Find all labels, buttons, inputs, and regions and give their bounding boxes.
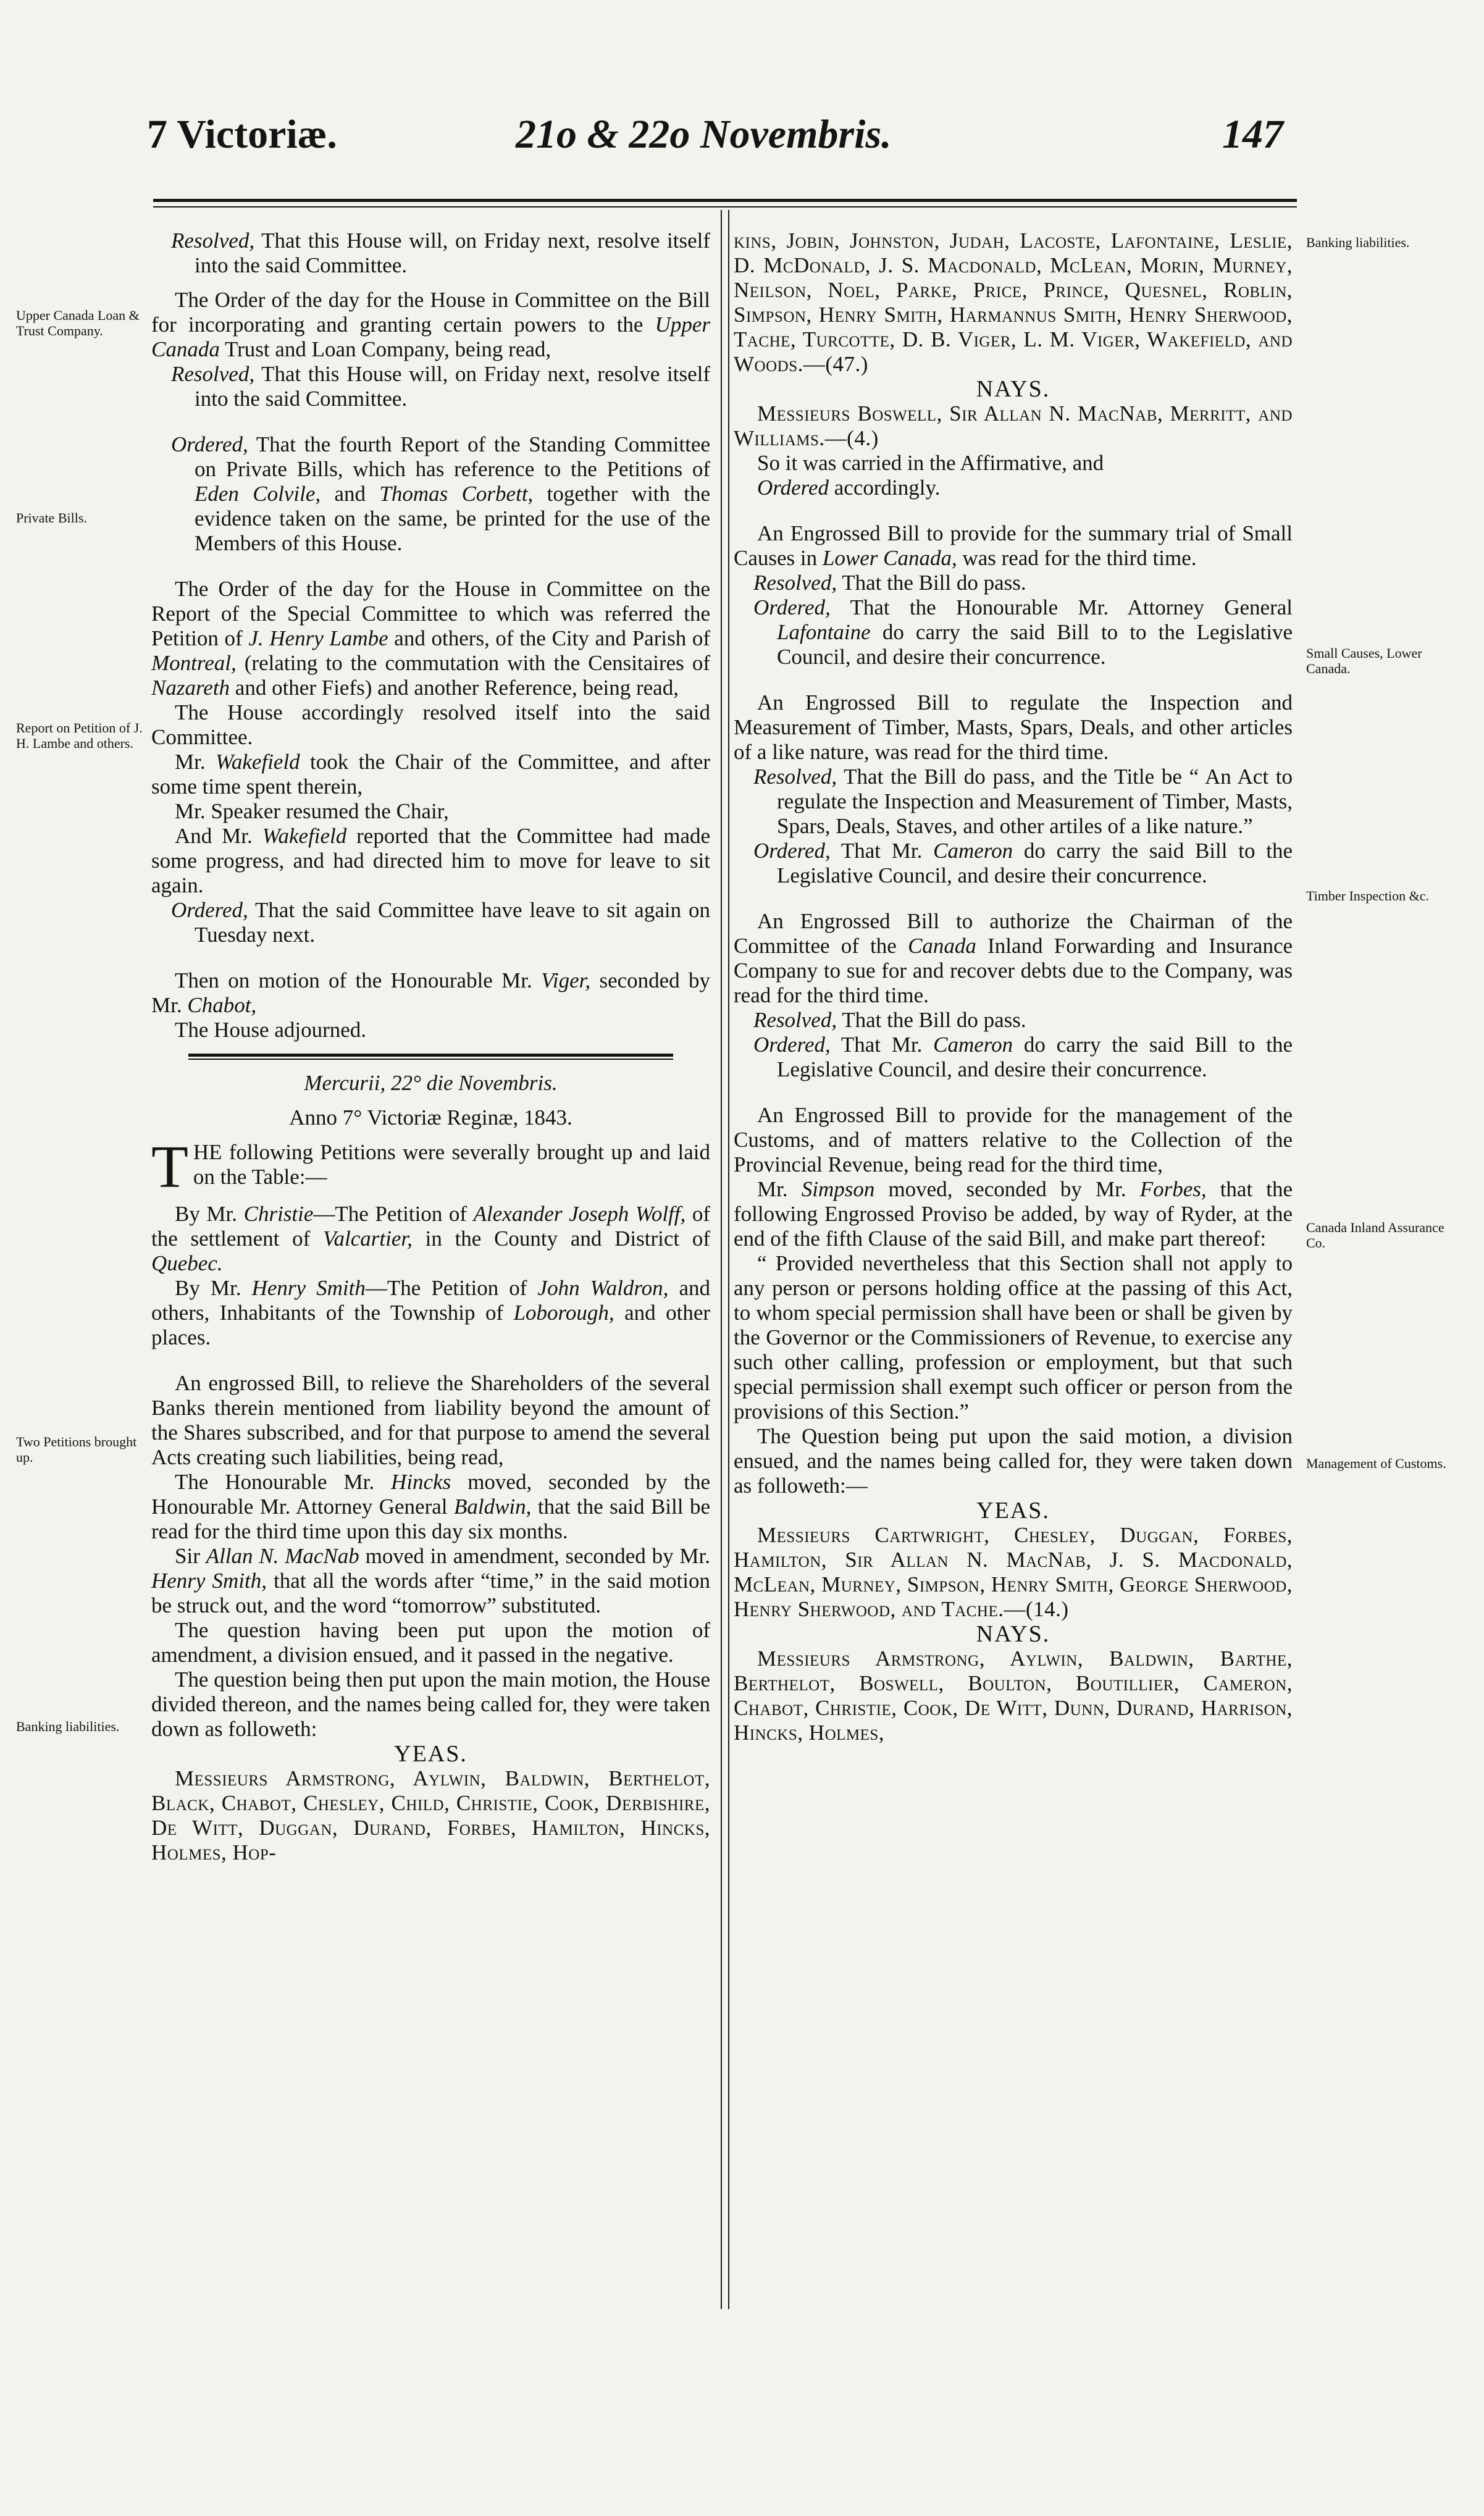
header-dates: 21o & 22o Novembris. (516, 112, 892, 157)
yeas-heading: YEAS. (394, 1741, 467, 1767)
column-divider-right (728, 210, 729, 2309)
yeas-names-continued: kins, Jobin, Johnston, Judah, Lacoste, Lafontaine, Leslie, D. McDonald, J. S. Macdonald, McLean, Morin, Murney, Neilson, Noel, Parke, Price, Prince, Quesnel, Roblin, Simpson, Henry Smith, Harmannus Smith, Henry Sherwood, Tache, Turcotte, D. B. Viger, L. M. Viger, Wakefield, and Woods.—(47.) (734, 229, 1293, 376)
nays2-heading: NAYS. (976, 1621, 1050, 1647)
order-sit-again: Ordered, That the said Committee have leave to sit again on Tuesday next. (171, 898, 710, 947)
small-causes-resolved: Resolved, That the Bill do pass. (753, 571, 1026, 595)
timber-bill: An Engrossed Bill to regulate the Inspection and Measurement of Timber, Masts, Spars, Deals, and other articles of a like nature, was read for the third time. (734, 690, 1293, 764)
nays-heading: NAYS. (976, 376, 1050, 402)
margin-note-banking-right: Banking liabilities. (1306, 235, 1410, 250)
canada-inland-bill: An Engrossed Bill to authorize the Chairman of the Committee of the Canada Inland Forwarding and Insurance Company to sue for and recover debts due to the Company, was read for the third time. (734, 909, 1293, 1007)
petition-christie: By Mr. Christie—The Petition of Alexander Joseph Wolff, of the settlement of Valcartier, in the County and District of Quebec. (151, 1202, 711, 1275)
header-regnal-year: 7 Victoriæ. (147, 112, 337, 157)
speaker-resumed: Mr. Speaker resumed the Chair, (175, 799, 449, 823)
drop-cap: T (151, 1134, 188, 1201)
simpson-motion: Mr. Simpson moved, seconded by Mr. Forbes, that the following Engrossed Proviso be added, by way of Ryder, at the end of the fifth Clause of the said Bill, and make part thereof: (734, 1177, 1293, 1251)
column-divider-left (721, 210, 722, 2309)
timber-resolved: Resolved, That the Bill do pass, and the Title be “ An Act to regulate the Inspection and Measurement of Timber, Masts, Spars, Deals, Staves, and other artiles of a like nature.” (753, 765, 1293, 838)
order-lambe-report: The Order of the day for the House in Committee on the Report of the Special Committee to which was referred the Petition of J. Henry Lambe and others, of the City and Parish of Montreal, (relating to the commutation with the Censitaires of Nazareth and other Fiefs) and another Reference, being read, (151, 577, 711, 700)
margin-note-two-petitions: Two Petitions brought up. (16, 1434, 137, 1465)
resolution-committee-friday-1: Resolved, That this House will, on Friday next, resolve itself into the said Committee. (171, 229, 710, 277)
wakefield-chair: Mr. Wakefield took the Chair of the Committee, and after some time spent therein, (151, 750, 710, 799)
margin-note-private-bills: Private Bills. (16, 510, 87, 526)
margin-note-small-causes: Small Causes, Lower Canada. (1306, 645, 1422, 676)
banking-bill: An engrossed Bill, to relieve the Shareholders of the several Banks therein mentioned from liability beyond the amount of the Shares subscribed, and for that purpose to amend the several Acts creating such liabilities, being read, (151, 1371, 710, 1469)
page-number: 147 (1222, 112, 1283, 157)
nays-names: Messieurs Boswell, Sir Allan N. MacNab, Merritt, and Williams.—(4.) (734, 401, 1293, 450)
session-anno: Anno 7° Victoriæ Reginæ, 1843. (289, 1105, 572, 1130)
yeas2-heading: YEAS. (976, 1498, 1050, 1524)
ordered-accordingly: Ordered accordingly. (757, 476, 941, 500)
margin-note-management-customs: Management of Customs. (1306, 1456, 1446, 1471)
margin-note-timber: Timber Inspection &c. (1306, 888, 1429, 904)
section-rule (188, 1054, 673, 1060)
header-rule-thin (153, 206, 1297, 208)
margin-note-report-lambe: Report on Petition of J. H. Lambe and others. (16, 720, 143, 751)
adjourn-motion: Then on motion of the Honourable Mr. Viger, seconded by Mr. Chabot, (151, 968, 710, 1017)
timber-ordered: Ordered, That Mr. Cameron do carry the said Bill to the Legislative Council, and desire their concurrence. (753, 839, 1293, 887)
committee-resolved: The House accordingly resolved itself into the said Committee. (151, 700, 710, 749)
house-adjourned: The House adjourned. (175, 1018, 367, 1042)
wakefield-report: And Mr. Wakefield reported that the Committee had made some progress, and had directed him to move for leave to sit again. (151, 824, 711, 897)
amendment-negatived: The question having been put upon the motion of amendment, a division ensued, and it passed in the negative. (151, 1618, 710, 1667)
small-causes-bill: An Engrossed Bill to provide for the summary trial of Small Causes in Lower Canada, was read for the third time. (734, 521, 1293, 570)
hincks-motion: The Honourable Mr. Hincks moved, seconded by the Honourable Mr. Attorney General Baldwin, that the said Bill be read for the third time upon this day six months. (151, 1470, 710, 1543)
order-upper-canada-trust: The Order of the day for the House in Committee on the Bill for incorporating and granting certain powers to the Upper Canada Trust and Loan Company, being read, (151, 288, 710, 361)
yeas-names: Messieurs Armstrong, Aylwin, Baldwin, Berthelot, Black, Chabot, Chesley, Child, Christie, Cook, Derbishire, De Witt, Duggan, Durand, Forbes, Hamilton, Hincks, Holmes, Hop- (151, 1766, 710, 1864)
canada-inland-resolved: Resolved, That the Bill do pass. (753, 1008, 1026, 1032)
canada-inland-ordered: Ordered, That Mr. Cameron do carry the said Bill to the Legislative Council, and desire their concurrence. (753, 1033, 1293, 1081)
customs-bill: An Engrossed Bill to provide for the management of the Customs, and of matters relative to the Collection of the Provincial Revenue, being read for the third time, (734, 1103, 1293, 1176)
resolution-committee-friday-2: Resolved, That this House will, on Friday next, resolve itself into the said Committee. (171, 362, 710, 411)
small-causes-ordered: Ordered, That the Honourable Mr. Attorney General Lafontaine do carry the said Bill to to the Legislative Council, and desire their concurrence. (753, 595, 1293, 669)
margin-note-canada-inland: Canada Inland Assurance Co. (1306, 1220, 1444, 1251)
margin-note-upper-canada-loan: Upper Canada Loan & Trust Company. (16, 308, 140, 338)
session-date: Mercurii, 22° die Novembris. (304, 1071, 558, 1095)
petition-henry-smith: By Mr. Henry Smith—The Petition of John Waldron, and others, Inhabitants of the Township of Loborough, and other places. (151, 1276, 711, 1349)
left-column (151, 229, 710, 1865)
order-private-bills-report: Ordered, That the fourth Report of the Standing Committee on Private Bills, which has reference to the Petitions of Eden Colvile, and Thomas Corbett, together with the evidence taken on the same, be printed for the use of the Members of this House. (171, 432, 711, 555)
header-rule-thick (153, 199, 1297, 202)
yeas2-names: Messieurs Cartwright, Chesley, Duggan, Forbes, Hamilton, Sir Allan N. MacNab, J. S. Macdonald, McLean, Murney, Simpson, Henry Smith, George Sherwood, Henry Sherwood, and Tache.—(14.) (734, 1523, 1293, 1621)
carried-affirmative: So it was carried in the Affirmative, and (757, 451, 1104, 475)
petitions-intro: THE following Petitions were severally brought up and laid on the Table:— (151, 1134, 710, 1201)
macnab-amendment: Sir Allan N. MacNab moved in amendment, seconded by Mr. Henry Smith, that all the words after “time,” in the said motion be struck out, and the word “tomorrow” substituted. (151, 1544, 711, 1617)
main-motion-division: The question being then put upon the main motion, the House divided thereon, and the names being called for, they were taken down as followeth: (151, 1667, 710, 1741)
nays2-names: Messieurs Armstrong, Aylwin, Baldwin, Barthe, Berthelot, Boswell, Boulton, Boutillier, Cameron, Chabot, Christie, Cook, De Witt, Dunn, Durand, Harrison, Hincks, Holmes, (734, 1646, 1293, 1745)
customs-division: The Question being put upon the said motion, a division ensued, and the names being called for, they were taken down as followeth:— (734, 1424, 1293, 1498)
margin-note-banking-left: Banking liabilities. (16, 1719, 120, 1734)
right-column (734, 229, 1293, 1745)
proviso-text: “ Provided nevertheless that this Section shall not apply to any person or persons holding office at the passing of this Act, to whom special permission shall have been or shall be given by the Governor or the Commissioners of Revenue, to exercise any such other calling, profession or employment, but that such special permission shall exempt such officer or person from the provisions of this Section.” (734, 1251, 1293, 1424)
